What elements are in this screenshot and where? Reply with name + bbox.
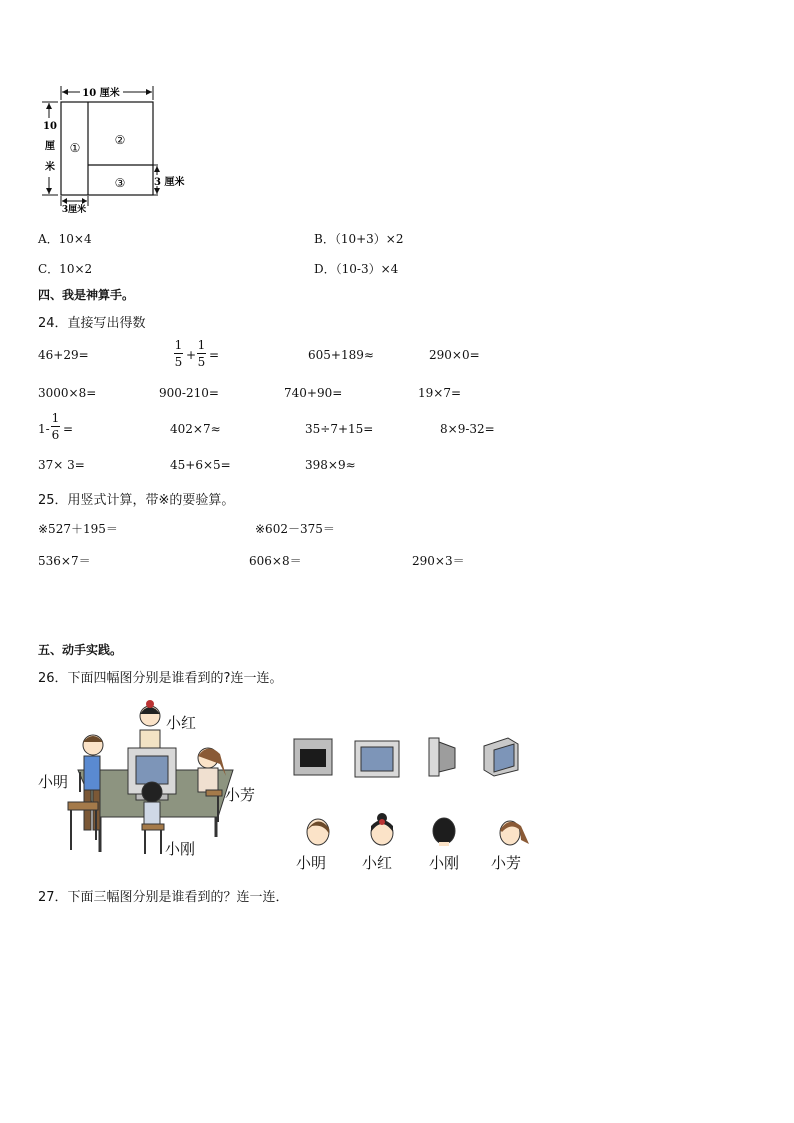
frac1-numerator: 1: [174, 338, 183, 352]
q24-r3-b: 402×7≈: [170, 422, 221, 436]
q24-r2-c: 740+90=: [284, 386, 343, 400]
classroom-scene: [38, 692, 278, 864]
q24-r1-d: 290×0=: [429, 348, 480, 362]
q25-r2-a: 536×7＝: [38, 554, 91, 568]
monitor-view-angled[interactable]: [482, 736, 520, 778]
frac2-denominator: 5: [197, 355, 206, 369]
q24-r3-a-eq: =: [63, 422, 74, 436]
head-label-xiaofang: 小芳: [491, 854, 522, 872]
q24-r4-b: 45+6×5=: [170, 458, 231, 472]
monitor-view-back[interactable]: [292, 737, 334, 777]
bottom-dimension-label: 3厘米: [61, 205, 87, 214]
frac3-denominator: 6: [51, 428, 60, 442]
q24-r3-a-prefix: 1-: [38, 422, 50, 436]
q25-title: 25．用竖式计算，带※的要验算。: [38, 493, 235, 508]
frac3-numerator: 1: [51, 411, 60, 425]
region-1-label: ①: [69, 141, 81, 155]
q24-r3-c: 35÷7+15=: [305, 422, 374, 436]
q24-r1-frac1: [174, 338, 183, 369]
left-dimension-number: 10: [43, 121, 57, 132]
monitor-view-front[interactable]: [353, 739, 401, 779]
head-label-xiaohong: 小红: [362, 854, 393, 872]
scene-label-xiaoming: 小明: [38, 773, 69, 791]
monitor-view-side[interactable]: [427, 736, 457, 778]
head-xiaofang-icon: [497, 814, 531, 850]
frac1-denominator: 5: [174, 355, 183, 369]
option-c[interactable]: C．10×2: [38, 262, 93, 276]
q24-r2-a: 3000×8=: [38, 386, 97, 400]
q24-r4-c: 398×9≈: [305, 458, 356, 472]
q24-r1-a: 46+29=: [38, 348, 89, 362]
top-dimension-label: 10 厘米: [82, 88, 120, 99]
q24-r1-frac2: [197, 338, 206, 369]
q24-r3-d: 8×9-32=: [440, 422, 495, 436]
q25-r2-c: 290×3＝: [412, 554, 465, 568]
q24-r2-d: 19×7=: [418, 386, 462, 400]
region-3-label: ③: [114, 176, 126, 190]
right-dimension-label: 3 厘米: [154, 177, 185, 188]
frac2-numerator: 1: [197, 338, 206, 352]
q25-r1-a: ※527＋195＝: [38, 522, 118, 536]
q25-r2-b: 606×8＝: [249, 554, 302, 568]
q26-title: 26．下面四幅图分别是谁看到的?连一连。: [38, 671, 283, 686]
q24-r1-plus: +: [186, 348, 197, 362]
region-2-label: ②: [114, 133, 126, 147]
head-xiaogang-icon: [431, 813, 457, 847]
option-b[interactable]: B．（10+3）×2: [314, 232, 404, 246]
scene-label-xiaofang: 小芳: [225, 786, 256, 804]
scene-label-xiaohong: 小红: [166, 714, 197, 732]
q24-r2-b: 900-210=: [159, 386, 219, 400]
head-label-xiaogang: 小刚: [429, 854, 460, 872]
q24-r1-frac-eq: =: [209, 348, 220, 362]
q27-title: 27．下面三幅图分别是谁看到的？连一连．: [38, 890, 289, 905]
left-dimension-char2: 米: [45, 162, 55, 173]
left-dimension-char1: 厘: [45, 141, 55, 152]
q24-r3-frac: [51, 411, 60, 442]
section-4-title: 四、我是神算手。: [38, 288, 135, 302]
head-xiaohong-icon: [367, 812, 397, 848]
scene-label-xiaogang: 小刚: [165, 840, 196, 858]
rectangle-diagram: [38, 82, 198, 214]
q25-r1-b: ※602－375＝: [255, 522, 335, 536]
head-label-xiaoming: 小明: [296, 854, 327, 872]
q24-r4-a: 37× 3=: [38, 458, 85, 472]
option-d[interactable]: D．（10-3）×4: [314, 262, 399, 276]
section-5-title: 五、动手实践。: [38, 643, 123, 657]
q24-r1-c: 605+189≈: [308, 348, 374, 362]
q24-title: 24．直接写出得数: [38, 316, 146, 331]
head-xiaoming-icon: [304, 814, 332, 848]
option-a[interactable]: A．10×4: [38, 232, 92, 246]
